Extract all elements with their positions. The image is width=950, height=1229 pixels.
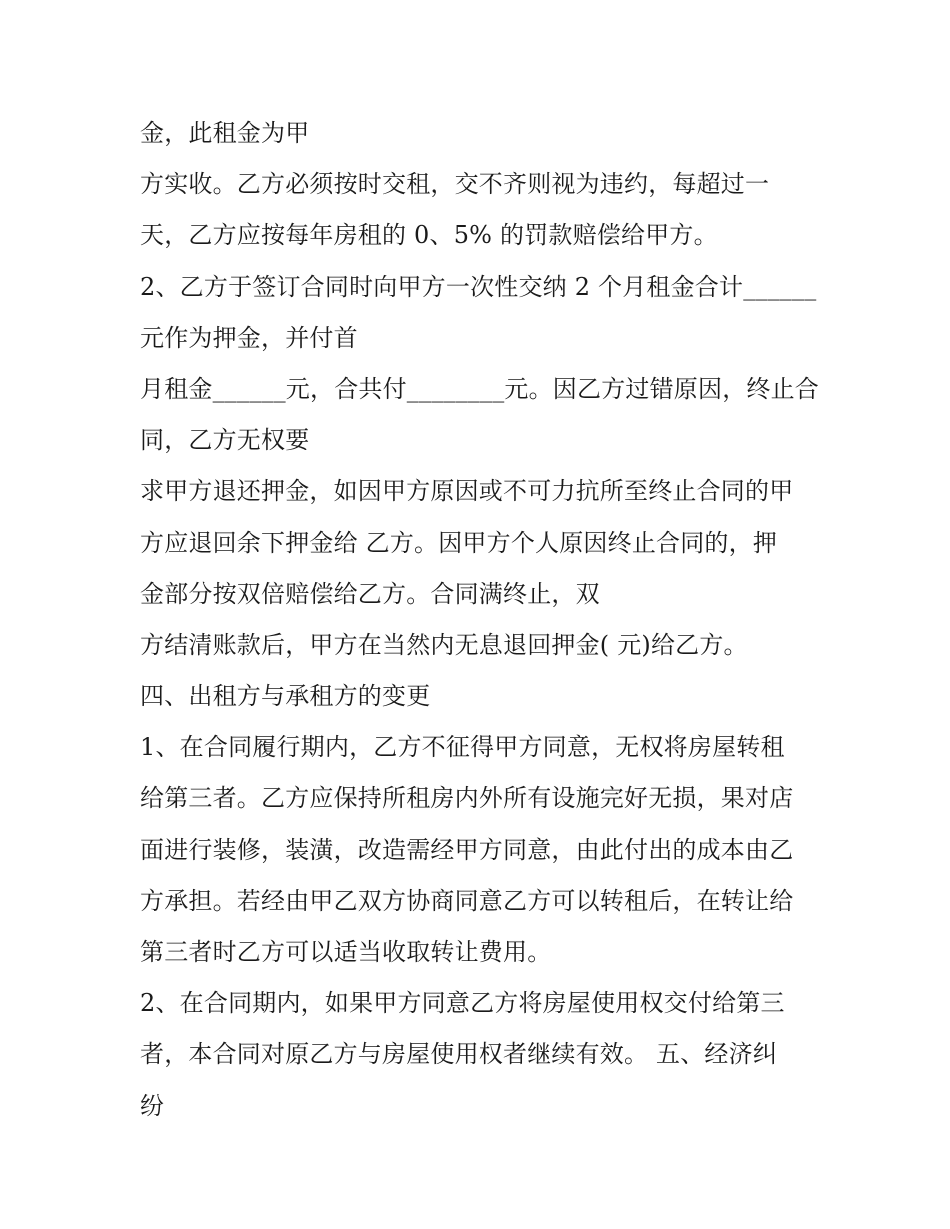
section-heading: 四、出租方与承租方的变更	[140, 682, 431, 711]
text-line: 2、乙方于签订合同时向甲方一次性交纳 2 个月租金合计______	[140, 272, 817, 301]
text-line: 方应退回余下押金给 乙方。因甲方个人原因终止合同的，押	[140, 528, 778, 557]
text-line: 纷	[140, 1091, 165, 1120]
text-line: 天，乙方应按每年房租的 0、5% 的罚款赔偿给甲方。	[140, 221, 718, 250]
contract-text-body	[140, 108, 830, 1132]
text-line: 方结清账款后，甲方在当然内无息退回押金( 元)给乙方。	[140, 630, 748, 659]
text-line: 金部分按双倍赔偿给乙方。合同满终止，双	[140, 579, 600, 608]
text-line: 方承担。若经由甲乙双方协商同意乙方可以转租后，在转让给	[140, 886, 794, 915]
text-line: 月租金______元，合共付________元。因乙方过错原因，终止合	[140, 374, 819, 403]
text-line: 同，乙方无权要	[140, 426, 310, 455]
text-line: 给第三者。乙方应保持所租房内外所有设施完好无损，果对店	[140, 784, 794, 813]
text-line: 者，本合同对原乙方与房屋使用权者继续有效。 五、经济纠	[140, 1040, 778, 1069]
text-line: 元作为押金，并付首	[140, 323, 358, 352]
text-line: 求甲方退还押金，如因甲方原因或不可力抗所至终止合同的甲	[140, 477, 794, 506]
text-line: 第三者时乙方可以适当收取转让费用。	[140, 938, 552, 966]
text-line: 2、在合同期内，如果甲方同意乙方将房屋使用权交付给第三	[140, 989, 785, 1018]
text-line: 面进行装修，装潢，改造需经甲方同意，由此付出的成本由乙	[140, 835, 794, 864]
text-line: 金，此租金为甲	[140, 119, 310, 147]
text-line: 1、在合同履行期内，乙方不征得甲方同意，无权将房屋转租	[140, 733, 785, 762]
text-line: 方实收。乙方必须按时交租，交不齐则视为违约，每超过一	[140, 170, 770, 199]
